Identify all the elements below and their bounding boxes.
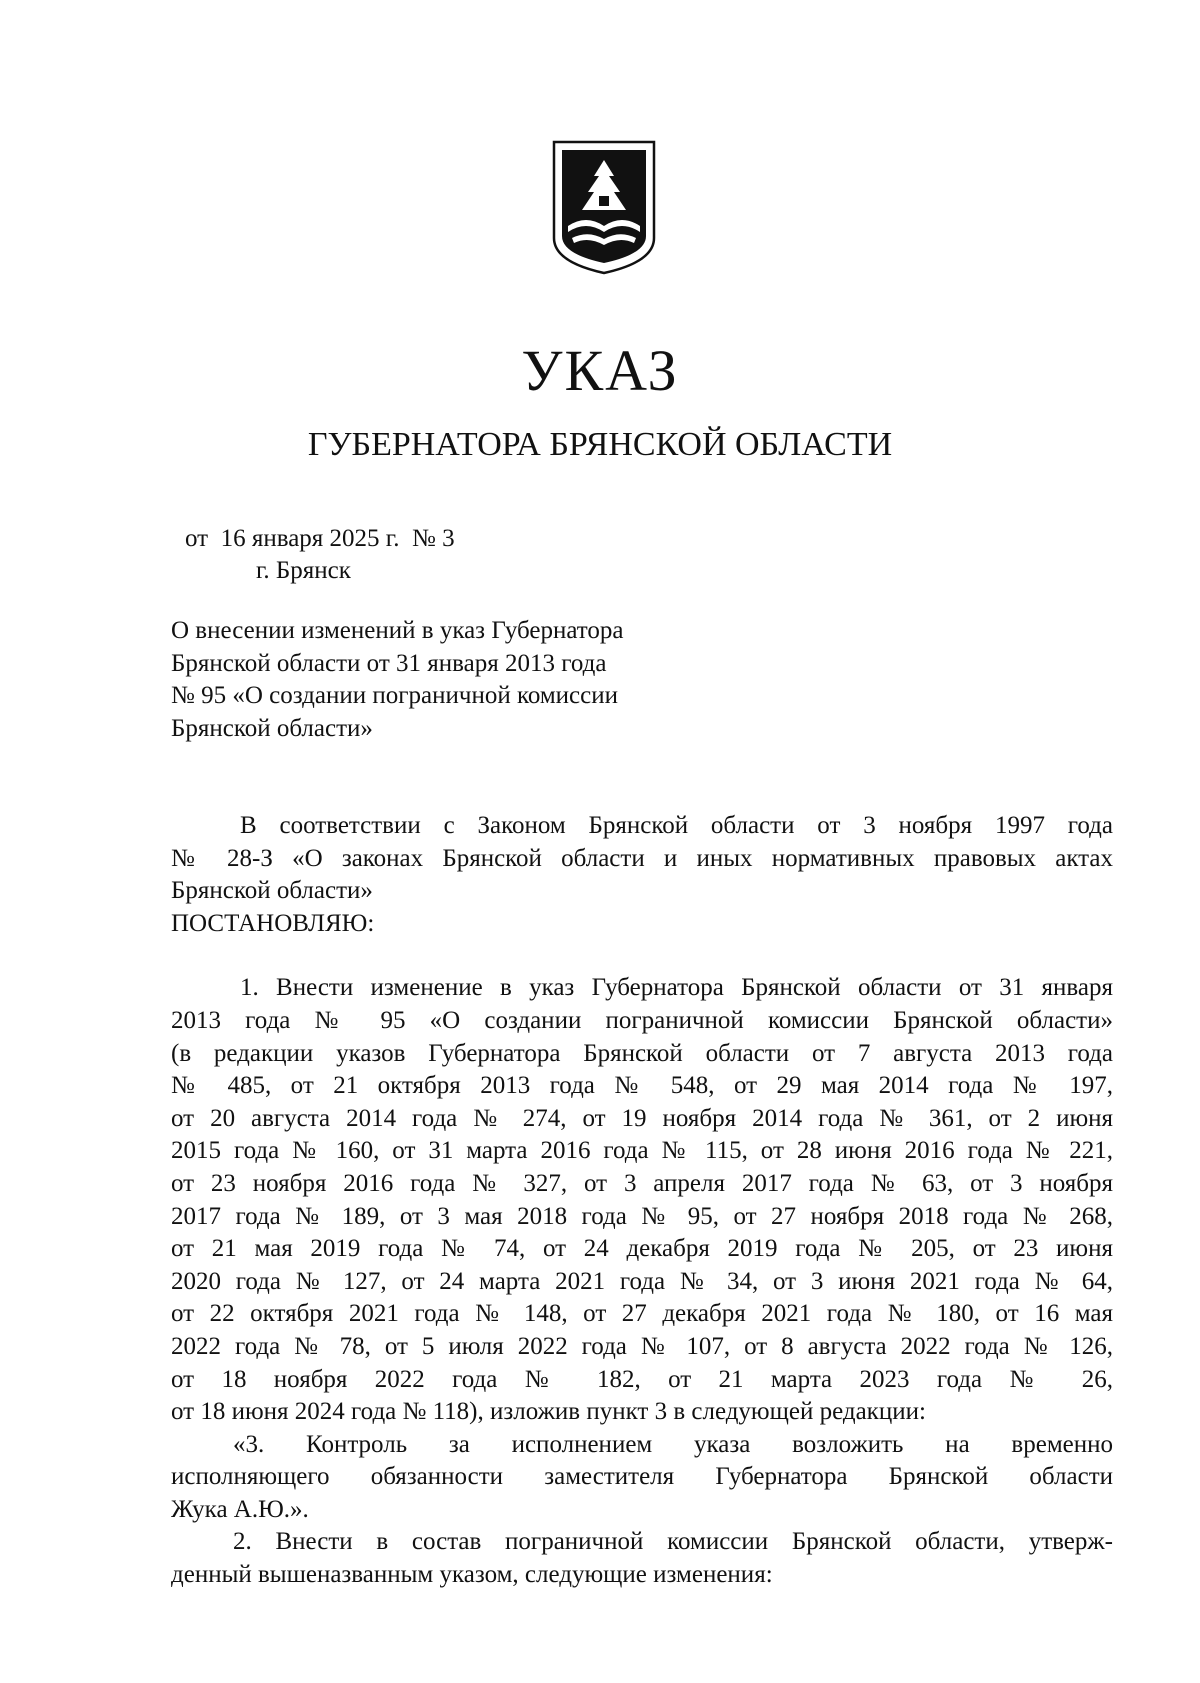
heading-line: Брянской области» [171,714,373,742]
document-city: г. Брянск [256,557,351,584]
decree-keyword: ПОСТАНОВЛЯЮ: [171,909,375,937]
item1-line: № 485, от 21 октября 2013 года № 548, от 29 мая 2014 года № 197, [171,1072,1113,1100]
heading-line: № 95 «О создании пограничной комиссии [171,682,618,709]
document-body [171,810,1113,1592]
item1-line: 2020 года № 127, от 24 марта 2021 года № 34, от 3 июня 2021 года № 64, [171,1267,1113,1295]
heading-line: О внесении изменений в указ Губернатора [171,617,624,644]
item1-line: от 20 августа 2014 года № 274, от 19 ноября 2014 года № 361, от 2 июня [171,1104,1113,1132]
preamble-line: № 28-З «О законах Брянской области и иных нормативных правовых актах [171,844,1113,872]
document-subtitle: ГУБЕРНАТОРА БРЯНСКОЙ ОБЛАСТИ [307,426,893,463]
item1-line: от 23 ноября 2016 года № 327, от 3 апреля 2017 года № 63, от 3 ноября [171,1169,1113,1197]
item2-line: денный вышеназванным указом, следующие изменения: [171,1561,773,1589]
bryansk-coat-of-arms-icon [552,140,656,275]
heading-line: Брянской области от 31 января 2013 года [171,649,607,677]
item1-line: 2017 года № 189, от 3 мая 2018 года № 95, от 27 ноября 2018 года № 268, [171,1202,1113,1230]
item1-line: (в редакции указов Губернатора Брянской области от 7 августа 2013 года [171,1039,1113,1067]
document-heading [171,615,691,745]
item1-line: 2015 года № 160, от 31 марта 2016 года № 115, от 28 июня 2016 года № 221, [171,1137,1113,1165]
document-title: УКАЗ [521,338,679,403]
quote-line: Жука А.Ю.». [171,1495,309,1523]
item1-line: от 18 июня 2024 года № 118), изложив пункт 3 в следующей редакции: [171,1398,926,1426]
item1-line: 1. Внести изменение в указ Губернатора Брянской области от 31 января [240,974,1113,1002]
item1-line: от 22 октября 2021 года № 148, от 27 декабря 2021 года № 180, от 16 мая [171,1300,1113,1328]
item1-line: от 21 мая 2019 года № 74, от 24 декабря 2019 года № 205, от 23 июня [171,1235,1113,1263]
preamble-line: В соответствии с Законом Брянской области от 3 ноября 1997 года [240,812,1113,839]
item1-line: от 18 ноября 2022 года № 182, от 21 марта 2023 года № 26, [171,1365,1113,1393]
quote-line: исполняющего обязанности заместителя Губернатора Брянской области [171,1463,1113,1491]
quote-line: «3. Контроль за исполнением указа возложить на временно [233,1430,1113,1458]
item2-line: 2. Внести в состав пограничной комиссии Брянской области, утверж- [233,1528,1113,1556]
item1-line: 2013 года № 95 «О создании пограничной комиссии Брянской области» [171,1006,1113,1034]
preamble-line: Брянской области» [171,877,373,905]
item1-line: 2022 года № 78, от 5 июля 2022 года № 107, от 8 августа 2022 года № 126, [171,1332,1113,1360]
document-date-number: от 16 января 2025 г. № 3 [185,525,455,552]
